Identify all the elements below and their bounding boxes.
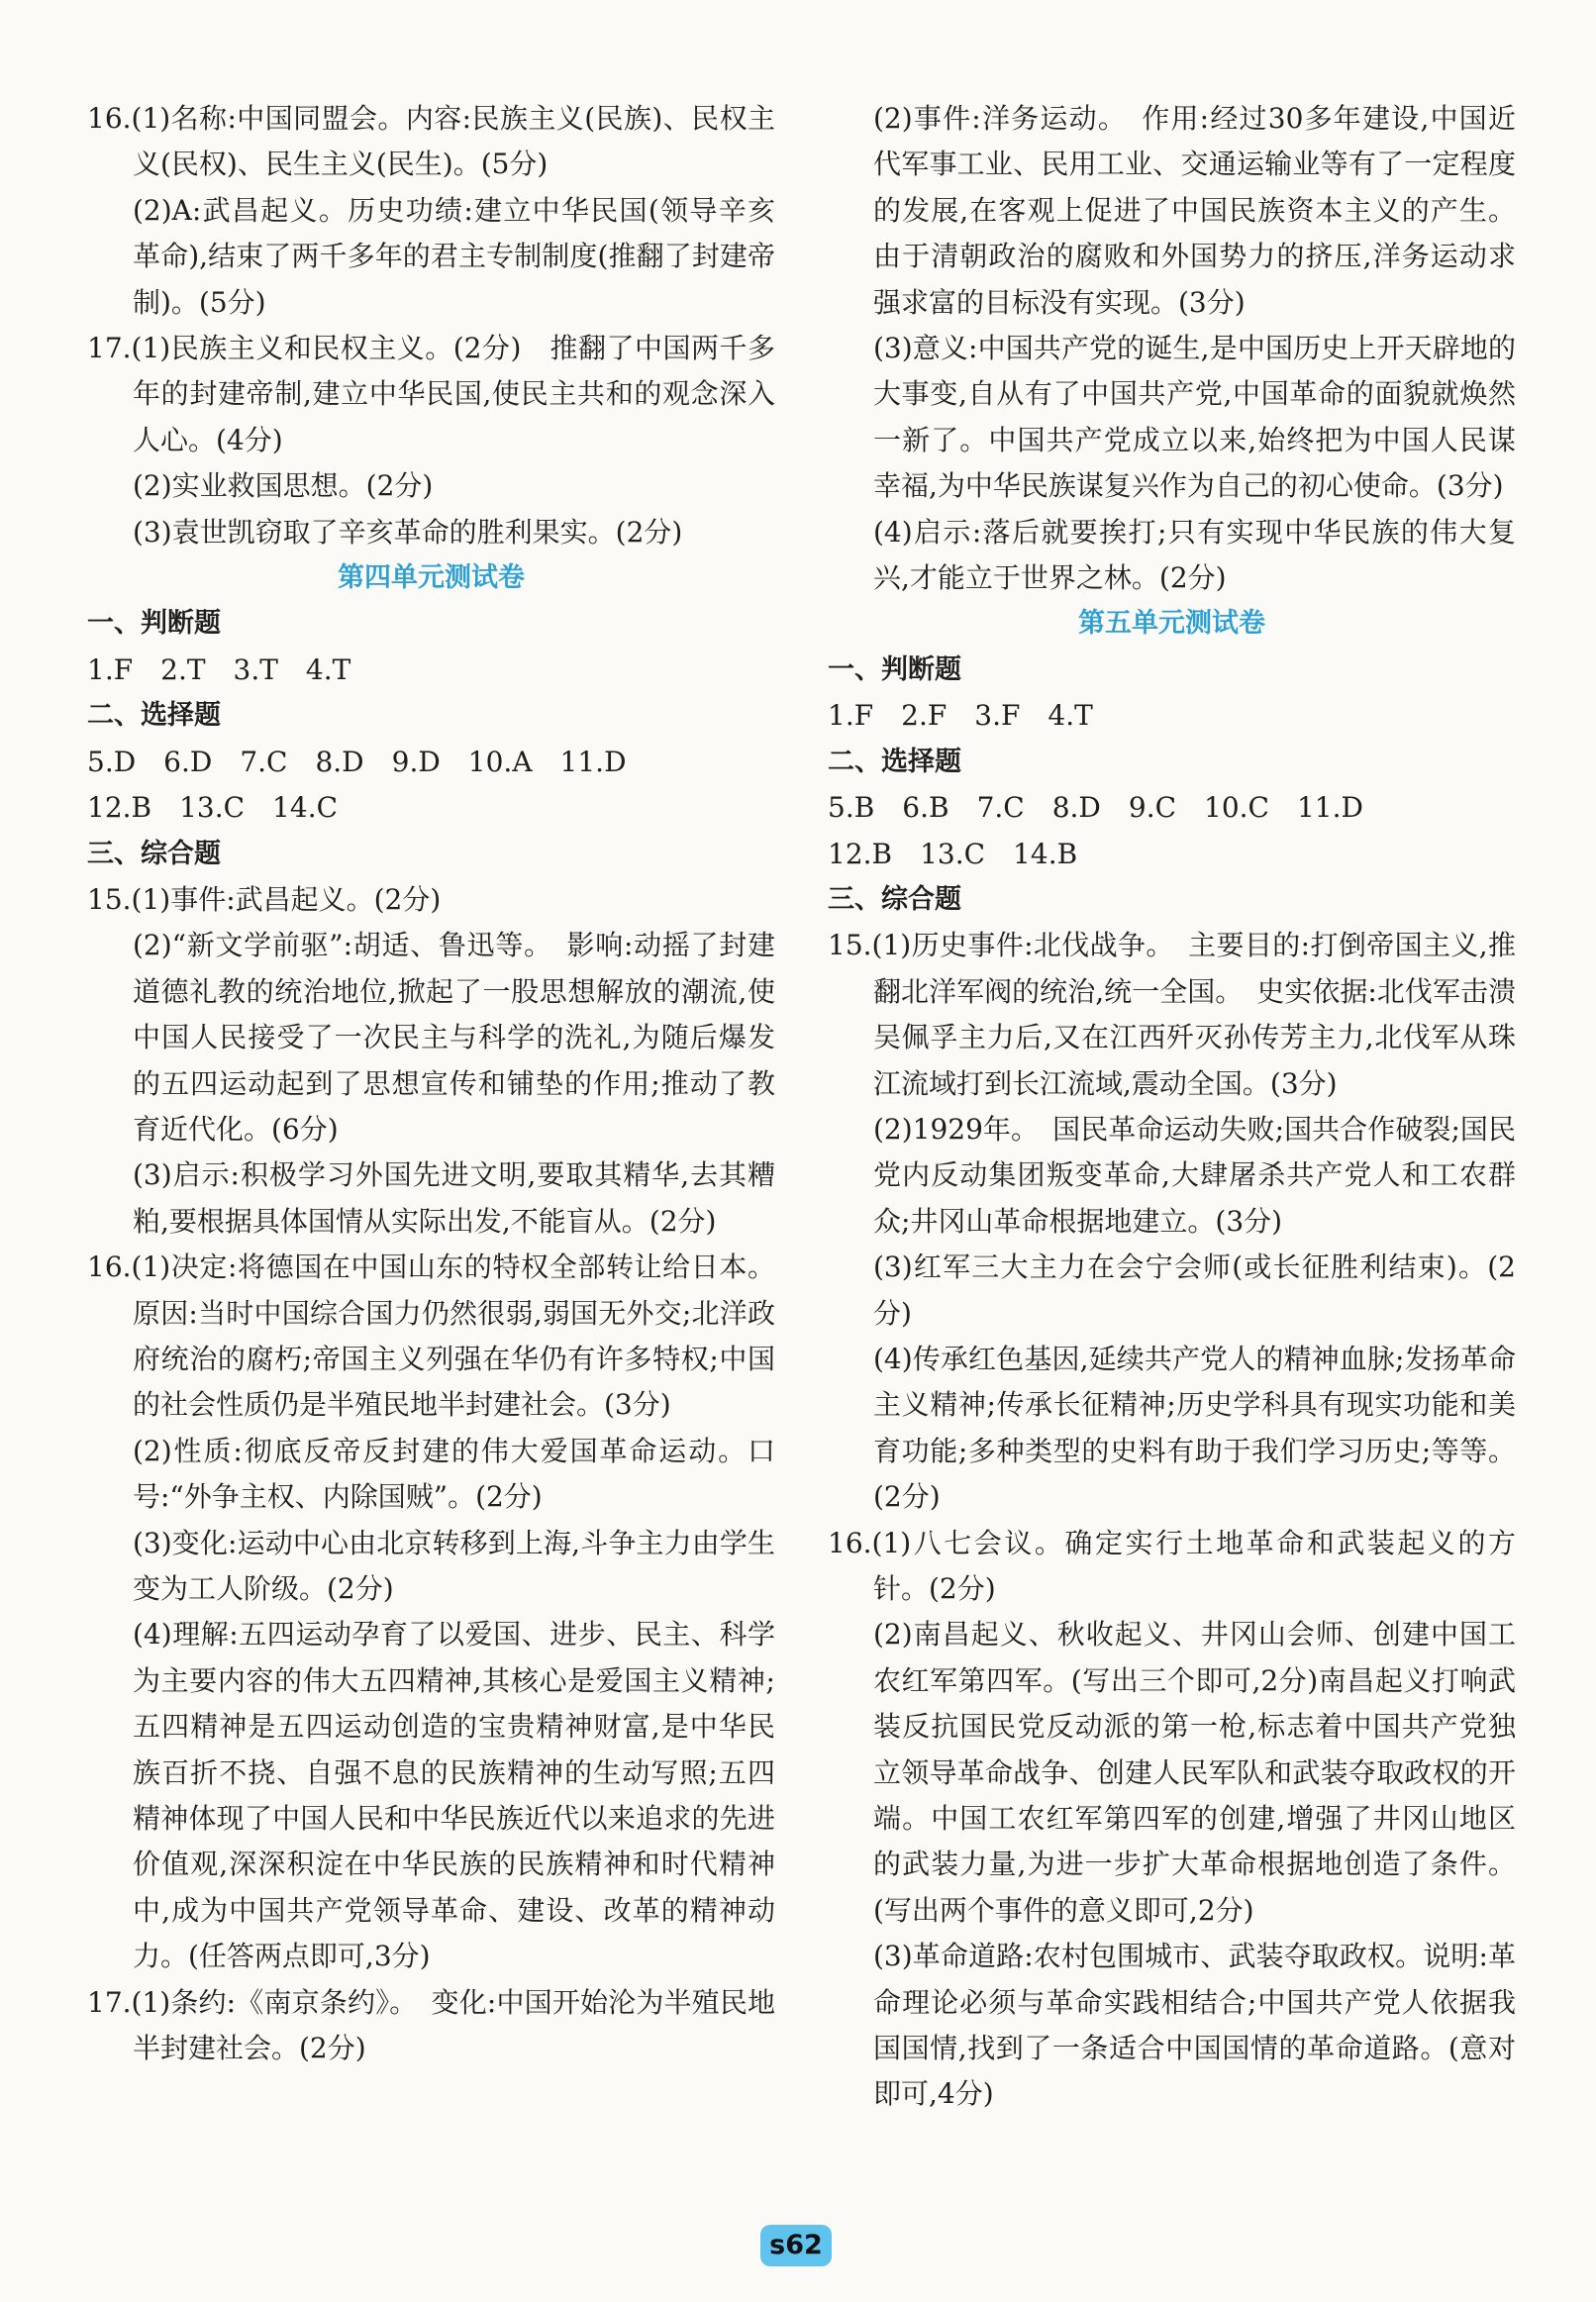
section-heading: 二、选择题 [87,700,221,732]
section-heading: 三、综合题 [828,883,961,915]
left-column [87,96,775,2071]
unit-title: 第四单元测试卷 [338,562,525,594]
unit-title: 第五单元测试卷 [1078,608,1265,640]
question-paragraph: 16.(1)名称:中国同盟会。内容:民族主义(民族)、民权主义(民权)、民生主义(民生)。(5分) [87,102,775,181]
sub-answer-paragraph: (3)意义:中国共产党的诞生,是中国历史上开天辟地的大事变,自从有了中国共产党,中国革命的面貌就焕然一新了。中国共产党成立以来,始终把为中国人民谋幸福,为中华民族谋复兴作为自己的初心使命。(3分) [873,332,1516,503]
question-paragraph: 16.(1)决定:将德国在中国山东的特权全部转让给日本。原因:当时中国综合国力仍然很弱,弱国无外交;北洋政府统治的腐朽;帝国主义列强在华仍有许多特权;中国的社会性质仍是半殖民地半封建社会。(3分) [87,1251,775,1422]
section-heading: 一、判断题 [87,608,221,640]
sub-answer-paragraph: (3)袁世凯窃取了辛亥革命的胜利果实。(2分) [133,515,683,549]
answer-key-line: 12.B 13.C 14.B [828,837,1078,870]
section-heading: 三、综合题 [87,838,221,869]
sub-answer-paragraph: (4)理解:五四运动孕育了以爱国、进步、民主、科学为主要内容的伟大五四精神,其核心是爱国主义精神;五四精神是五四运动创造的宝贵精神财富,是中华民族百折不挠、自强不息的民族精神的生动写照;五四精神体现了中国人民和中华民族近代以来追求的先进价值观,深深积淀在中华民族的民族精神和时代精神中,成为中国共产党领导革命、建设、改革的精神动力。(任答两点即可,3分) [133,1618,775,1973]
sub-answer-paragraph: (2)南昌起义、秋收起义、井冈山会师、创建中国工农红军第四军。(写出三个即可,2分)南昌起义打响武装反抗国民党反动派的第一枪,标志着中国共产党独立领导革命战争、创建人民军队和武装夺取政权的开端。中国工农红军第四军的创建,增强了井冈山地区的武装力量,为进一步扩大革命根据地创造了条件。(写出两个事件的意义即可,2分) [873,1618,1516,1927]
sub-answer-paragraph: (2)A:武昌起义。历史功绩:建立中华民国(领导辛亥革命),结束了两千多年的君主专制制度(推翻了封建帝制)。(5分) [133,193,775,319]
question-paragraph: 15.(1)历史事件:北伐战争。 主要目的:打倒帝国主义,推翻北洋军阀的统治,统一全国。 史实依据:北伐军击溃吴佩孚主力后,又在江西歼灭孙传芳主力,北伐军从珠江流域打到长江流域,震动全国。(3分) [828,929,1516,1100]
section-heading: 二、选择题 [828,746,961,777]
sub-answer-paragraph: (4)启示:落后就要挨打;只有实现中华民族的伟大复兴,才能立于世界之林。(2分) [873,515,1516,595]
answer-key-line: 1.F 2.F 3.F 4.T [828,699,1093,733]
answer-key-line: 1.F 2.T 3.T 4.T [87,652,351,686]
sub-answer-paragraph: (4)传承红色基因,延续共产党人的精神血脉;发扬革命主义精神;传承长征精神;历史学科具有现实功能和美育功能;多种类型的史料有助于我们学习历史;等等。(2分) [873,1342,1516,1514]
answer-key-line: 5.B 6.B 7.C 8.D 9.C 10.C 11.D [828,791,1363,825]
sub-answer-paragraph: (3)革命道路:农村包围城市、武装夺取政权。说明:革命理论必须与革命实践相结合;中国共产党人依据我国国情,找到了一条适合中国国情的革命道路。(意对即可,4分) [873,1940,1516,2111]
sub-answer-paragraph: (2)事件:洋务运动。 作用:经过30多年建设,中国近代军事工业、民用工业、交通运输业等有了一定程度的发展,在客观上促进了中国民族资本主义的产生。由于清朝政治的腐败和外国势力的挤压,洋务运动求强求富的目标没有实现。(3分) [873,102,1516,319]
sub-answer-paragraph: (2)性质:彻底反帝反封建的伟大爱国革命运动。口号:“外争主权、内除国贼”。(2分) [133,1434,775,1514]
right-column [828,96,1516,2118]
answer-key-line: 5.D 6.D 7.C 8.D 9.D 10.A 11.D [87,745,627,778]
question-paragraph: 17.(1)民族主义和民权主义。(2分) 推翻了中国两千多年的封建帝制,建立中华民国,使民主共和的观念深入人心。(4分) [87,332,775,456]
section-heading: 一、判断题 [828,653,961,685]
question-paragraph: 15.(1)事件:武昌起义。(2分) [87,882,442,916]
sub-answer-paragraph: (2)实业救国思想。(2分) [133,469,434,503]
sub-answer-paragraph: (2)“新文学前驱”:胡适、鲁迅等。 影响:动摇了封建道德礼教的统治地位,掀起了一股思想解放的潮流,使中国人民接受了一次民主与科学的洗礼,为随后爆发的五四运动起到了思想宣传和铺垫的作用;推动了教育近代化。(6分) [133,929,775,1146]
sub-answer-paragraph: (3)启示:积极学习外国先进文明,要取其精华,去其糟粕,要根据具体国情从实际出发,不能盲从。(2分) [133,1158,775,1238]
question-paragraph: 17.(1)条约:《南京条约》。 变化:中国开始沦为半殖民地半封建社会。(2分) [87,1985,775,2065]
answer-key-line: 12.B 13.C 14.C [87,791,339,825]
question-paragraph: 16.(1)八七会议。确定实行土地革命和武装起义的方针。(2分) [828,1526,1516,1605]
sub-answer-paragraph: (3)变化:运动中心由北京转移到上海,斗争主力由学生变为工人阶级。(2分) [133,1526,775,1605]
page-number-badge: s62 [760,2225,832,2266]
sub-answer-paragraph: (3)红军三大主力在会宁会师(或长征胜利结束)。(2分) [873,1251,1516,1330]
sub-answer-paragraph: (2)1929年。 国民革命运动失败;国共合作破裂;国民党内反动集团叛变革命,大肆屠杀共产党人和工农群众;井冈山革命根据地建立。(3分) [873,1112,1516,1238]
